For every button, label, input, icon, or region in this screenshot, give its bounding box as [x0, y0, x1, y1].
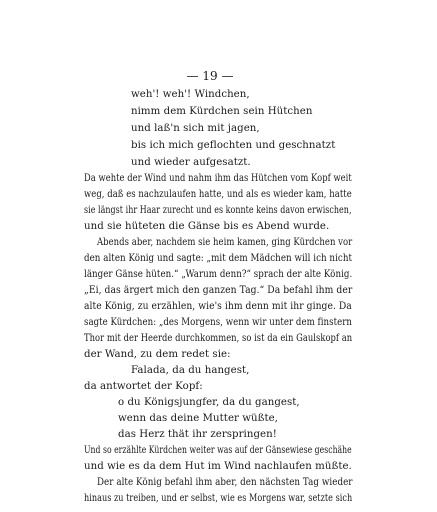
text-line: den alten König und sagte: „mit dem Mädchen will ich nicht	[84, 253, 353, 264]
text-line: weg, daß es nachzulaufen hatte, und als es wieder kam, hatte	[84, 189, 352, 200]
text-line: sie längst ihr Haar zurecht und es konnte keins davon erwischen,	[84, 205, 352, 216]
text-line: wenn das deine Mutter wüßte,	[118, 413, 278, 424]
text-line: Da wehte der Wind und nahm ihm das Hütchen vom Kopf weit	[84, 173, 352, 184]
text-line: länger Gänse hüten.“ „Warum denn?“ sprach der alte König.	[84, 269, 353, 280]
text-line: „Ei, das ärgert mich den ganzen Tag.“ Da befahl ihm der	[84, 285, 353, 296]
text-line: und sie hüteten die Gänse bis es Abend wurde.	[84, 221, 330, 232]
page-number: — 19 —	[186, 69, 234, 83]
text-line: Falada, da du hangest,	[131, 365, 250, 376]
text-line: und wieder aufgesatzt.	[131, 157, 251, 168]
text-line: Abends aber, nachdem sie heim kamen, ging Kürdchen vor	[97, 237, 353, 248]
text-line: und laß'n sich mit jagen,	[131, 123, 260, 134]
text-line: o du Königsjungfer, da du gangest,	[118, 397, 300, 408]
text-line: weh'! weh'! Windchen,	[131, 89, 250, 100]
text-line: Und so erzählte Kürdchen weiter was auf der Gänsewiese geschähe	[84, 445, 352, 456]
text-line: bis ich mich geflochten und geschnatzt	[131, 140, 336, 151]
text-line: da antwortet der Kopf:	[84, 381, 203, 392]
text-line: der Wand, zu dem redet sie:	[84, 349, 231, 360]
text-line: Thor mit der Heerde durchkommen, so ist da ein Gaulskopf an	[84, 333, 353, 344]
text-line: nimm dem Kürdchen sein Hütchen	[131, 106, 313, 117]
text-line: sagte Kürdchen: „des Morgens, wenn wir unter dem finstern	[84, 317, 352, 328]
text-line: Der alte König befahl ihm aber, den nächsten Tag wieder	[97, 477, 353, 488]
text-line: hinaus zu treiben, und er selbst, wie es Morgens war, setzte sich	[84, 493, 353, 504]
text-line: das Herz thät ihr zerspringen!	[118, 429, 277, 440]
text-line: und wie es da dem Hut im Wind nachlaufen müßte.	[84, 461, 352, 472]
text-line: alte König, zu erzählen, wie's ihm denn mit ihr ginge. Da	[84, 301, 352, 312]
